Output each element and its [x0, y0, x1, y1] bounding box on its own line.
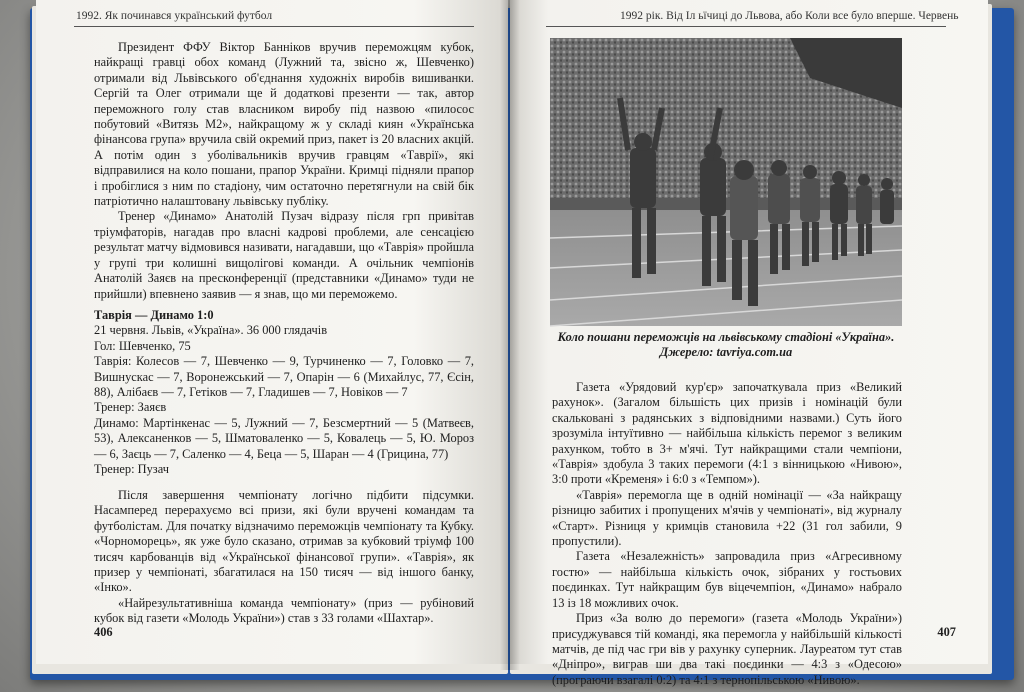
match-line: 21 червня. Львів, «Україна». 36 000 глядачів: [94, 323, 328, 338]
stadium-photo: [550, 38, 902, 326]
match-line: Гол: Шевченко, 75: [94, 338, 191, 353]
paragraph: «Найрезультативніша команда чемпіонату» (приз — рубіновий кубок від газети «Молодь України») став з 33 голами «Шахтар».: [94, 595, 474, 626]
photo-caption: [530, 330, 922, 361]
match-line: Таврія: Колесов — 7, Шевченко — 9, Турчиненко — 7, Головко — 7, Вишнускас — 7, Воронежський — 7, Опарін — 6 (Михайлус, 77, Єсін, 88), Алібаєв — 7, Гетіков — 7, Гладишев — 7, Новіков — 7: [94, 354, 474, 400]
right-page: [510, 0, 988, 687]
book-spine-shadow: [500, 0, 520, 670]
paragraph: Тренер «Динамо» Анатолій Пузач відразу після грп привітав тріумфаторів, нагадав про власні кадрові проблеми, але сенсацією результат матчу відмовився називати, нагадавши, що «Таврія» пройшла у групі три колишні вищолігові команди. А очільник чемпіонів Анатолій Заяєв на пресконференції (представники «Динамо» туди не прийшли) впевнено заявив — я знав, що ми переможемо.: [94, 209, 474, 301]
left-page: [36, 0, 508, 664]
paragraph: Президент ФФУ Віктор Банніков вручив переможцям кубок, найкращі гравці обох команд (Лужний та, звісно ж, Шевченко) отримали від Львівського об'єднання художніх виробів вишиванки. Сергій та Олег отримали ще й додаткові презенти — так, автор переможного голу став власником виробу під назвою «пилосос побутовий «Витязь М2», найкращому ж у складі киян «Українська фінансова група» вручила свій окремий приз, пакет із 20 власних акцій. А потім один з уболівальників вручив гравцям «Таврії», які відправилися на коло пошани, прапор України. Кримці підняли прапор і пробіглися з ним по стадіону, чим остаточно перетягнули на свій бік патріотично налаштовану львівську публіку.: [94, 40, 474, 209]
right-running-header: 1992 рік. Від Іл ьїчиці до Львова, або Коли все було вперше. Червень: [620, 10, 959, 22]
paragraph: Газета «Урядовий кур'єр» започаткувала приз «Великий рахунок». (Загалом більшість цих призів і номінацій були скальковані з радянських з відповідними назвами.) Суть його зрозуміла інтуїтивно — найбільша кількість перемог з великим рахунком, тобто в 3+ м'ячі. Тут найкращими стали чемпіони, «Таврія» здобула 3 таких перемоги (4:1 з вінницькою «Нивою», 3:0 проти «Кременя» і 6:0 з «Темпом»).: [552, 380, 902, 487]
match-report: [94, 308, 474, 477]
match-line: Тренер: Пузач: [94, 462, 169, 477]
right-header-rule: [546, 26, 946, 27]
caption-text: Коло пошани переможців на львівському стадіоні «Україна».: [557, 330, 895, 344]
left-summary-text: [94, 488, 474, 627]
left-header-rule: [74, 26, 474, 27]
left-intro-text: [94, 40, 474, 302]
match-line: Динамо: Мартінкенас — 5, Лужний — 7, Безсмертний — 5 (Матвеєв, 53), Алексаненков — 5, Шматоваленко — 5, Ковалець — 5, Ю. Мороз — 6, Заєць — 7, Саленко — 4, Беца — 5, Шаран — 4 (Грицина, 77): [94, 415, 474, 461]
paragraph: Після завершення чемпіонату логічно підбити підсумки. Насамперед перерахуємо всі призи, які були вручені командам та футболістам. Для початку відзначимо переможців чемпіонату та Кубку. «Чорноморець», як уже було сказано, отримав за кубковий тріумф 100 тисяч карбованців від «Української фінансової групи». «Таврія», як призер у чемпіонаті, збагатилася на 150 тисяч — від іншого банку, «Інко».: [94, 488, 474, 595]
paragraph: «Таврія» перемогла ще в одній номінації — «За найкращу різницю забитих і пропущених м'ячів у чемпіонаті», від журналу «Старт». Різниця у кримців становила +22 (31 гол забили, 9 пропустили).: [552, 487, 902, 549]
right-page-number: 407: [937, 625, 956, 639]
caption-source: Джерело: tavriya.com.ua: [659, 345, 793, 360]
left-page-number: 406: [94, 625, 113, 639]
paragraph: Газета «Незалежність» запровадила приз «Агресивному гостю» — найбільша кількість очок, зібраних у гостьових поєдинках. Тут найкращим був віцечемпіон, «Динамо» набрало 13 із 18 можливих очок.: [552, 549, 902, 610]
match-line: Тренер: Заяєв: [94, 400, 167, 415]
paragraph: Приз «За волю до перемоги» (газета «Молодь України») присуджувався тій команді, яка перемогла у найбільшій кількості матчів, де під час гри вів у рахунку суперник. Лауреатом тут став «Дніпро», виграв ши два такі поєдинки — 4:3 з «Одесою» (програючи взагалі 0:2) та 4:1 з тернопільською «Нивою».: [552, 611, 902, 687]
photo-illustration: [550, 38, 902, 326]
match-title: Таврія — Динамо 1:0: [94, 308, 214, 322]
left-running-header: 1992. Як починався український футбол: [76, 10, 273, 22]
right-body-text: [552, 380, 902, 688]
